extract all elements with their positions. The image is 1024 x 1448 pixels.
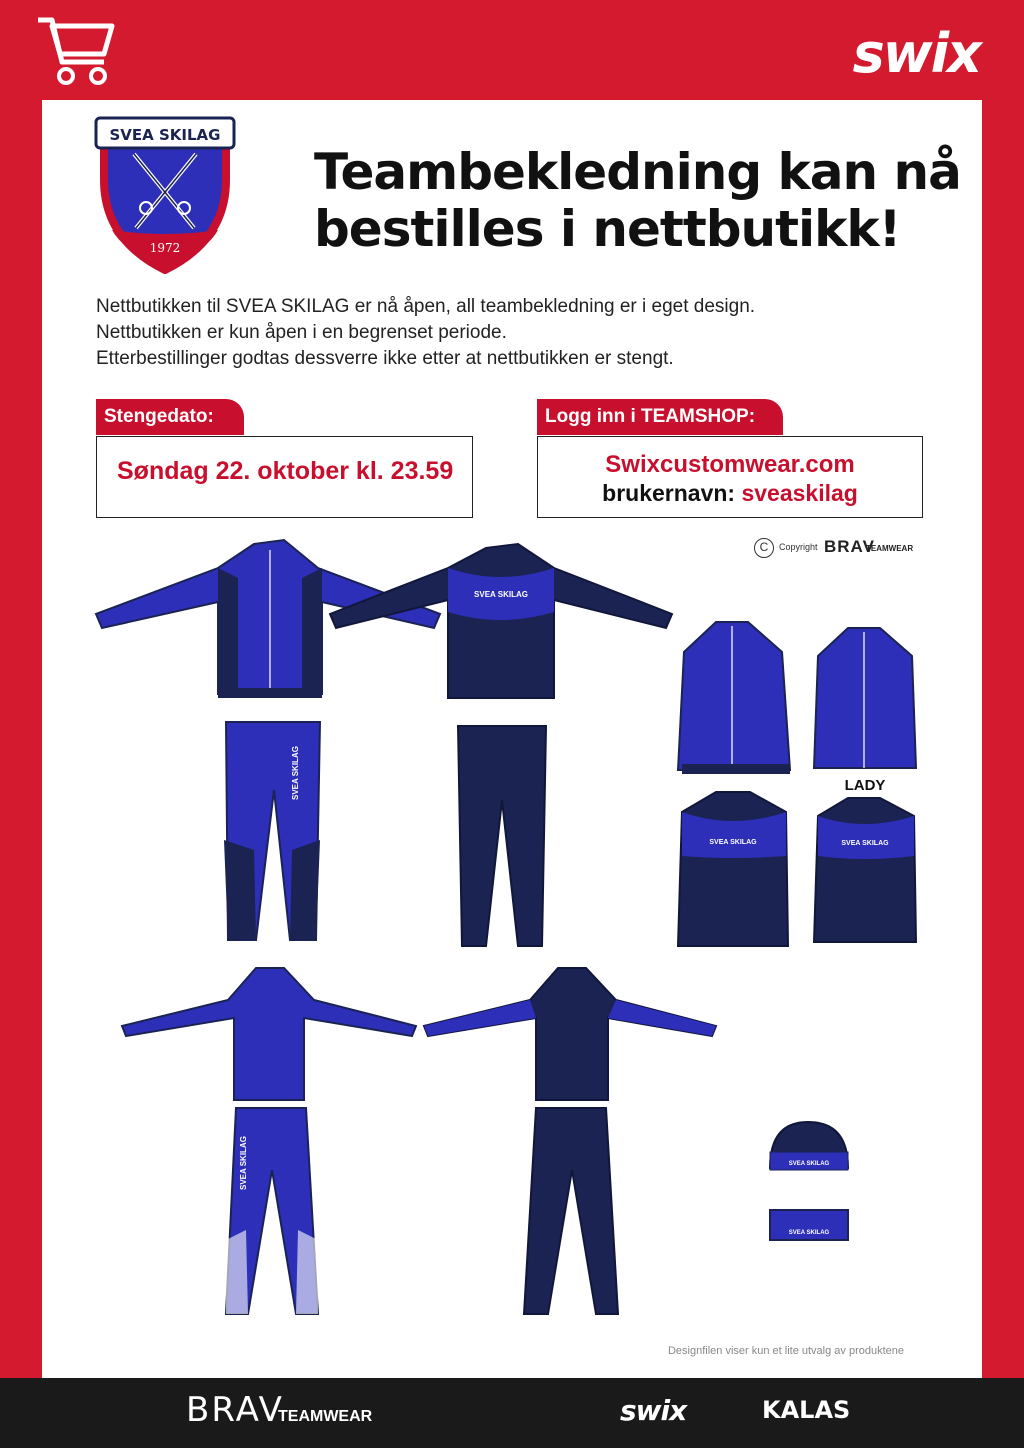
headband-image — [770, 1210, 848, 1240]
intro-line-2: Nettbutikken er kun åpen i en begrenset periode. — [96, 322, 507, 343]
copyright-icon: C — [754, 538, 774, 558]
race-tights-navy-image — [524, 1108, 618, 1314]
footer-bar — [0, 1378, 1024, 1448]
swix-logo: swix — [852, 22, 980, 85]
closing-date-label: Stengedato: — [96, 399, 244, 435]
disclaimer-note: Designfilen viser kun et lite utvalg av produktene — [667, 1345, 904, 1357]
teamshop-login-label: Logg inn i TEAMSHOP: — [537, 399, 783, 435]
top-bar — [0, 0, 1024, 100]
brav-mini-sub: TEAMWEAR — [866, 544, 914, 553]
vest-front-image — [678, 622, 790, 774]
username-label: brukernavn: — [602, 480, 736, 506]
vest-lady-front-image — [814, 628, 916, 768]
race-top-blue-image — [122, 968, 416, 1100]
crest-club-name: SVEA SKILAG — [109, 126, 221, 144]
hat-image — [770, 1122, 848, 1170]
title-line-1: Teambekledning kan nå — [314, 143, 961, 201]
pants-blue-image — [224, 722, 320, 940]
title-line-2: bestilles i nettbutikk! — [314, 200, 901, 258]
intro-line-1: Nettbutikken til SVEA SKILAG er nå åpen, all teambekledning er i eget design. — [96, 296, 756, 317]
username-value: sveaskilag — [741, 480, 858, 506]
vest-lady-back-image — [814, 798, 916, 942]
swix-footer-logo: swix — [620, 1394, 687, 1427]
vest-back-image — [678, 792, 788, 946]
kalas-logo: KALAS — [762, 1396, 851, 1424]
shopping-cart-icon[interactable] — [36, 16, 116, 88]
vest-back-print: SVEA SKILAG — [709, 839, 757, 846]
crest-year: 1972 — [149, 241, 181, 255]
brav-logo: BRAV — [186, 1390, 284, 1430]
vest-lady-back-print: SVEA SKILAG — [841, 840, 889, 847]
copyright-word: Copyright — [779, 542, 818, 552]
pants-navy-image — [458, 726, 546, 946]
brav-mini-logo: BRAV — [824, 537, 875, 556]
race-tights-print: SVEA SKILAG — [239, 1136, 248, 1190]
lady-label: LADY — [844, 777, 886, 794]
race-top-navy-image — [424, 968, 716, 1100]
garment-illustrations — [42, 100, 982, 1378]
intro-line-3: Etterbestillinger godtas dessverre ikke etter at nettbutikken er stengt. — [96, 348, 674, 369]
brav-logo-sub: TEAMWEAR — [278, 1408, 373, 1425]
closing-date-value: Søndag 22. oktober kl. 23.59 — [117, 457, 454, 485]
pants-print: SVEA SKILAG — [291, 746, 300, 800]
hat-print: SVEA SKILAG — [788, 1161, 830, 1167]
headband-print: SVEA SKILAG — [788, 1230, 830, 1236]
jacket-front-image — [96, 540, 440, 698]
jacket-back-print: SVEA SKILAG — [474, 590, 528, 599]
poster-panel — [42, 100, 982, 1378]
race-tights-blue-image — [226, 1108, 318, 1314]
teamshop-url-link[interactable]: Swixcustomwear.com — [605, 451, 855, 478]
jacket-back-image — [330, 544, 672, 698]
